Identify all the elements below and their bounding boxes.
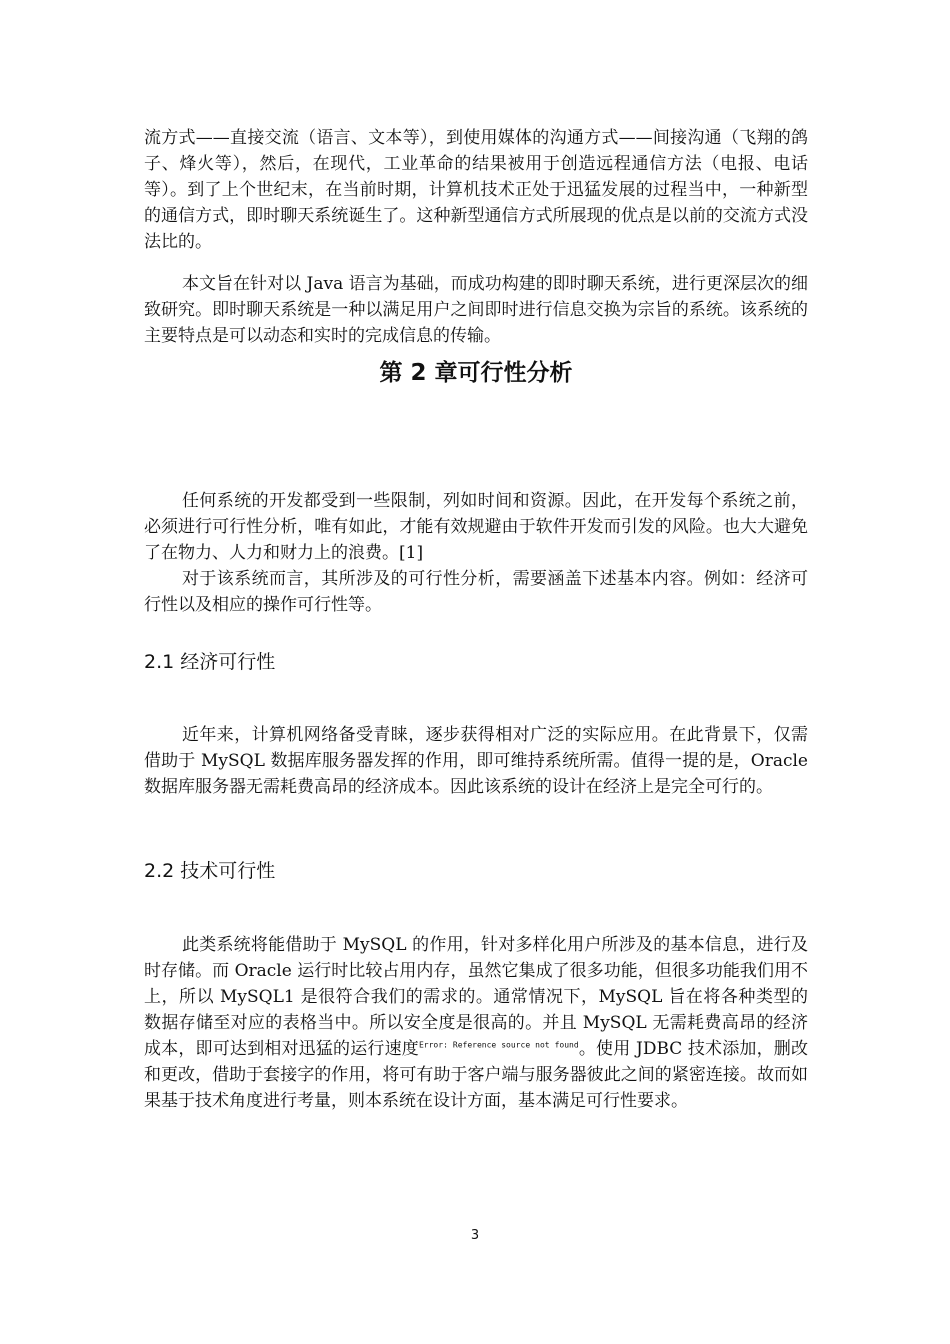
section-2-1-title: 2.1 经济可行性	[144, 651, 276, 673]
intro-paragraph-2: 本文旨在针对以 Java 语言为基础，而成功构建的即时聊天系统，进行更深层次的细致研究。即时聊天系统是一种以满足用户之间即时进行信息交换为宗旨的系统。该系统的主要特点是可以动态和实时的完成信息的传输。	[144, 274, 808, 346]
intro-paragraph-continued: 流方式——直接交流（语言、文本等），到使用媒体的沟通方式——间接沟通（飞翔的鸽子、烽火等），然后，在现代，工业革命的结果被用于创造远程通信方法（电报、电话等）。到了上个世纪末，在当前时期，计算机技术正处于迅猛发展的过程当中，一种新型的通信方式，即时聊天系统诞生了。这种新型通信方式所展现的优点是以前的交流方式没法比的。	[144, 128, 808, 252]
chapter-paragraph-1: 任何系统的开发都受到一些限制，列如时间和资源。因此，在开发每个系统之前，必须进行可行性分析，唯有如此，才能有效规避由于软件开发而引发的风险。也大大避免了在物力、人力和财力上的浪费。[1]	[144, 491, 808, 563]
chapter-paragraph-2: 对于该系统而言，其所涉及的可行性分析，需要涵盖下述基本内容。例如：经济可行性以及相应的操作可行性等。	[144, 569, 808, 615]
chapter-title: 第 2 章可行性分析	[379, 360, 573, 386]
page-number: 3	[470, 1228, 480, 1243]
broken-reference-note: Error: Reference source not found	[418, 1040, 579, 1050]
section-2-2-title: 2.2 技术可行性	[144, 860, 276, 882]
section-2-2-text-part2: 。使用 JDBC 技术添加，删改和更改，借助于套接字的作用，将可有助于客户端与服务器彼此之间的紧密连接。故而如果基于技术角度进行考量，则本系统在设计方面，基本满足可行性要求。	[144, 1039, 808, 1111]
section-2-2-paragraph	[144, 932, 808, 1114]
section-2-2-text-part1: 此类系统将能借助于 MySQL 的作用，针对多样化用户所涉及的基本信息，进行及时存储。而 Oracle 运行时比较占用内存，虽然它集成了很多功能，但很多功能我们用不上，所以 MySQL1 是很符合我们的需求的。通常情况下，MySQL 旨在将各种类型的数据存储至对应的表格当中。所以安全度是很高的。并且 MySQL 无需耗费高昂的经济成本，即可达到相对迅猛的运行速度	[144, 935, 808, 1059]
section-2-1-paragraph: 近年来，计算机网络备受青睐，逐步获得相对广泛的实际应用。在此背景下，仅需借助于 MySQL 数据库服务器发挥的作用，即可维持系统所需。值得一提的是，Oracle 数据库服务器无需耗费高昂的经济成本。因此该系统的设计在经济上是完全可行的。	[144, 725, 808, 797]
